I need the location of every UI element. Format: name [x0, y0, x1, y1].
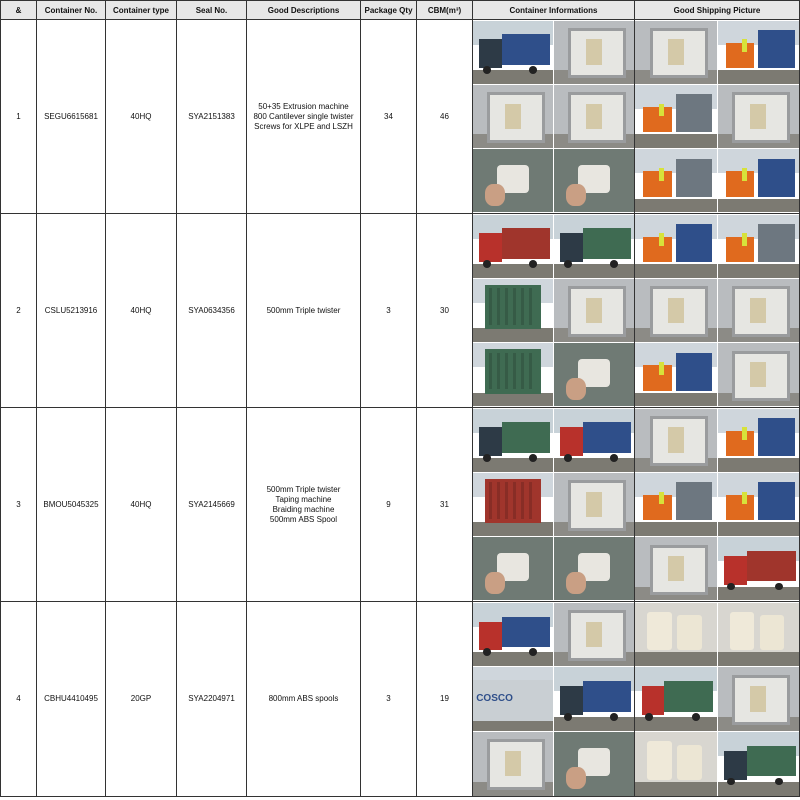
description-line: Braiding machine: [272, 504, 335, 514]
header-seal-no: Seal No.: [177, 1, 247, 20]
package-qty-cell: 3: [361, 602, 417, 797]
description-line: Taping machine: [275, 494, 332, 504]
header-shipping-picture: Good Shipping Picture: [635, 1, 800, 20]
description-line: 50+35 Extrusion machine: [258, 101, 349, 111]
shipment-photo: [554, 603, 634, 667]
shipment-photo: [718, 215, 800, 278]
shipment-photo: [554, 21, 634, 84]
shipment-photo: [554, 279, 634, 342]
header-descriptions: Good Descriptions: [247, 1, 361, 20]
shipment-photo: [635, 215, 717, 278]
shipping-photos: [635, 214, 800, 408]
shipment-photo: [718, 409, 800, 472]
row-index: 3: [1, 408, 37, 602]
row-index: 2: [1, 214, 37, 408]
shipment-photo: [718, 343, 800, 406]
seal-no-cell: SYA2145669: [177, 408, 247, 602]
container-type-cell: 40HQ: [106, 20, 177, 214]
shipment-photo: [635, 667, 717, 731]
shipping-photos: [635, 408, 800, 602]
seal-no-cell: SYA2204971: [177, 602, 247, 797]
shipment-photo: [473, 21, 553, 84]
shipment-photo: [718, 279, 800, 342]
descriptions-cell: [247, 214, 361, 408]
shipment-photo: [473, 215, 553, 278]
header-container-info: Container Informations: [473, 1, 635, 20]
cbm-cell: 31: [417, 408, 473, 602]
shipment-photo: [473, 409, 553, 472]
description-line: 500mm Triple twister: [266, 305, 341, 315]
shipment-photo: [635, 149, 717, 212]
header-cbm: CBM(m³): [417, 1, 473, 20]
container-info-photos: [473, 214, 635, 408]
cosco-label: COSCO: [476, 692, 513, 704]
shipment-photo: [473, 149, 553, 212]
seal-no-cell: SYA0634356: [177, 214, 247, 408]
shipment-photo: [473, 85, 553, 148]
container-no-cell: CBHU4410495: [37, 602, 106, 797]
shipment-photo: [635, 603, 717, 667]
header-package-qty: Package Qty: [361, 1, 417, 20]
shipment-photo: [635, 85, 717, 148]
shipment-photo: [554, 667, 634, 731]
shipment-photo: [718, 603, 800, 667]
shipment-photo: [635, 537, 717, 600]
descriptions-cell: [247, 20, 361, 214]
container-no-cell: SEGU6615681: [37, 20, 106, 214]
shipment-photo: [554, 537, 634, 600]
shipment-photo: [473, 537, 553, 600]
header-container-no: Container No.: [37, 1, 106, 20]
shipment-photo: [473, 667, 553, 731]
cbm-cell: 19: [417, 602, 473, 797]
row-index: 4: [1, 602, 37, 797]
shipping-photos: [635, 20, 800, 214]
package-qty-cell: 34: [361, 20, 417, 214]
description-line: 500mm Triple twister: [266, 484, 341, 494]
shipment-photo: [635, 279, 717, 342]
cbm-cell: 30: [417, 214, 473, 408]
table-row: [1, 20, 800, 214]
shipment-photo: [473, 279, 553, 342]
descriptions-cell: [247, 408, 361, 602]
shipment-photo: [635, 409, 717, 472]
shipment-photo: [635, 732, 717, 796]
shipment-photo: [718, 21, 800, 84]
shipment-photo: [554, 149, 634, 212]
shipment-photo: [635, 343, 717, 406]
container-type-cell: 20GP: [106, 602, 177, 797]
description-line: 500mm ABS Spool: [269, 514, 338, 524]
shipment-photo: [473, 473, 553, 536]
container-type-cell: 40HQ: [106, 214, 177, 408]
row-index: 1: [1, 20, 37, 214]
description-line: 800 Cantilever single twister: [253, 111, 354, 121]
container-info-photos: [473, 602, 635, 797]
shipping-photos: [635, 602, 800, 797]
description-line: 800mm ABS spools: [268, 694, 339, 703]
shipment-photo: [718, 537, 800, 600]
shipment-photo: [718, 732, 800, 796]
header-row: [1, 1, 800, 20]
shipment-photo: [635, 473, 717, 536]
shipment-photo: [718, 667, 800, 731]
shipment-photo: [473, 603, 553, 667]
descriptions-cell: [247, 602, 361, 797]
cbm-cell: 46: [417, 20, 473, 214]
shipment-photo: [473, 732, 553, 796]
container-info-photos: [473, 408, 635, 602]
container-type-cell: 40HQ: [106, 408, 177, 602]
package-qty-cell: 3: [361, 214, 417, 408]
shipment-photo: [554, 85, 634, 148]
header-container-type: Container type: [106, 1, 177, 20]
container-no-cell: CSLU5213916: [37, 214, 106, 408]
table-row: [1, 408, 800, 602]
shipment-photo: [554, 473, 634, 536]
shipment-photo: [718, 85, 800, 148]
shipment-photo: [718, 149, 800, 212]
shipment-photo: [554, 215, 634, 278]
table-row: [1, 602, 800, 797]
shipment-photo: [554, 409, 634, 472]
shipment-photo: [718, 473, 800, 536]
description-line: Screws for XLPE and LSZH: [254, 121, 353, 131]
shipment-photo: [554, 732, 634, 796]
shipment-photo: [554, 343, 634, 406]
container-no-cell: BMOU5045325: [37, 408, 106, 602]
header-index: &: [1, 1, 37, 20]
package-qty-cell: 9: [361, 408, 417, 602]
table-row: [1, 214, 800, 408]
shipment-photo: [635, 21, 717, 84]
container-info-photos: [473, 20, 635, 214]
seal-no-cell: SYA2151383: [177, 20, 247, 214]
shipment-photo: [473, 343, 553, 406]
